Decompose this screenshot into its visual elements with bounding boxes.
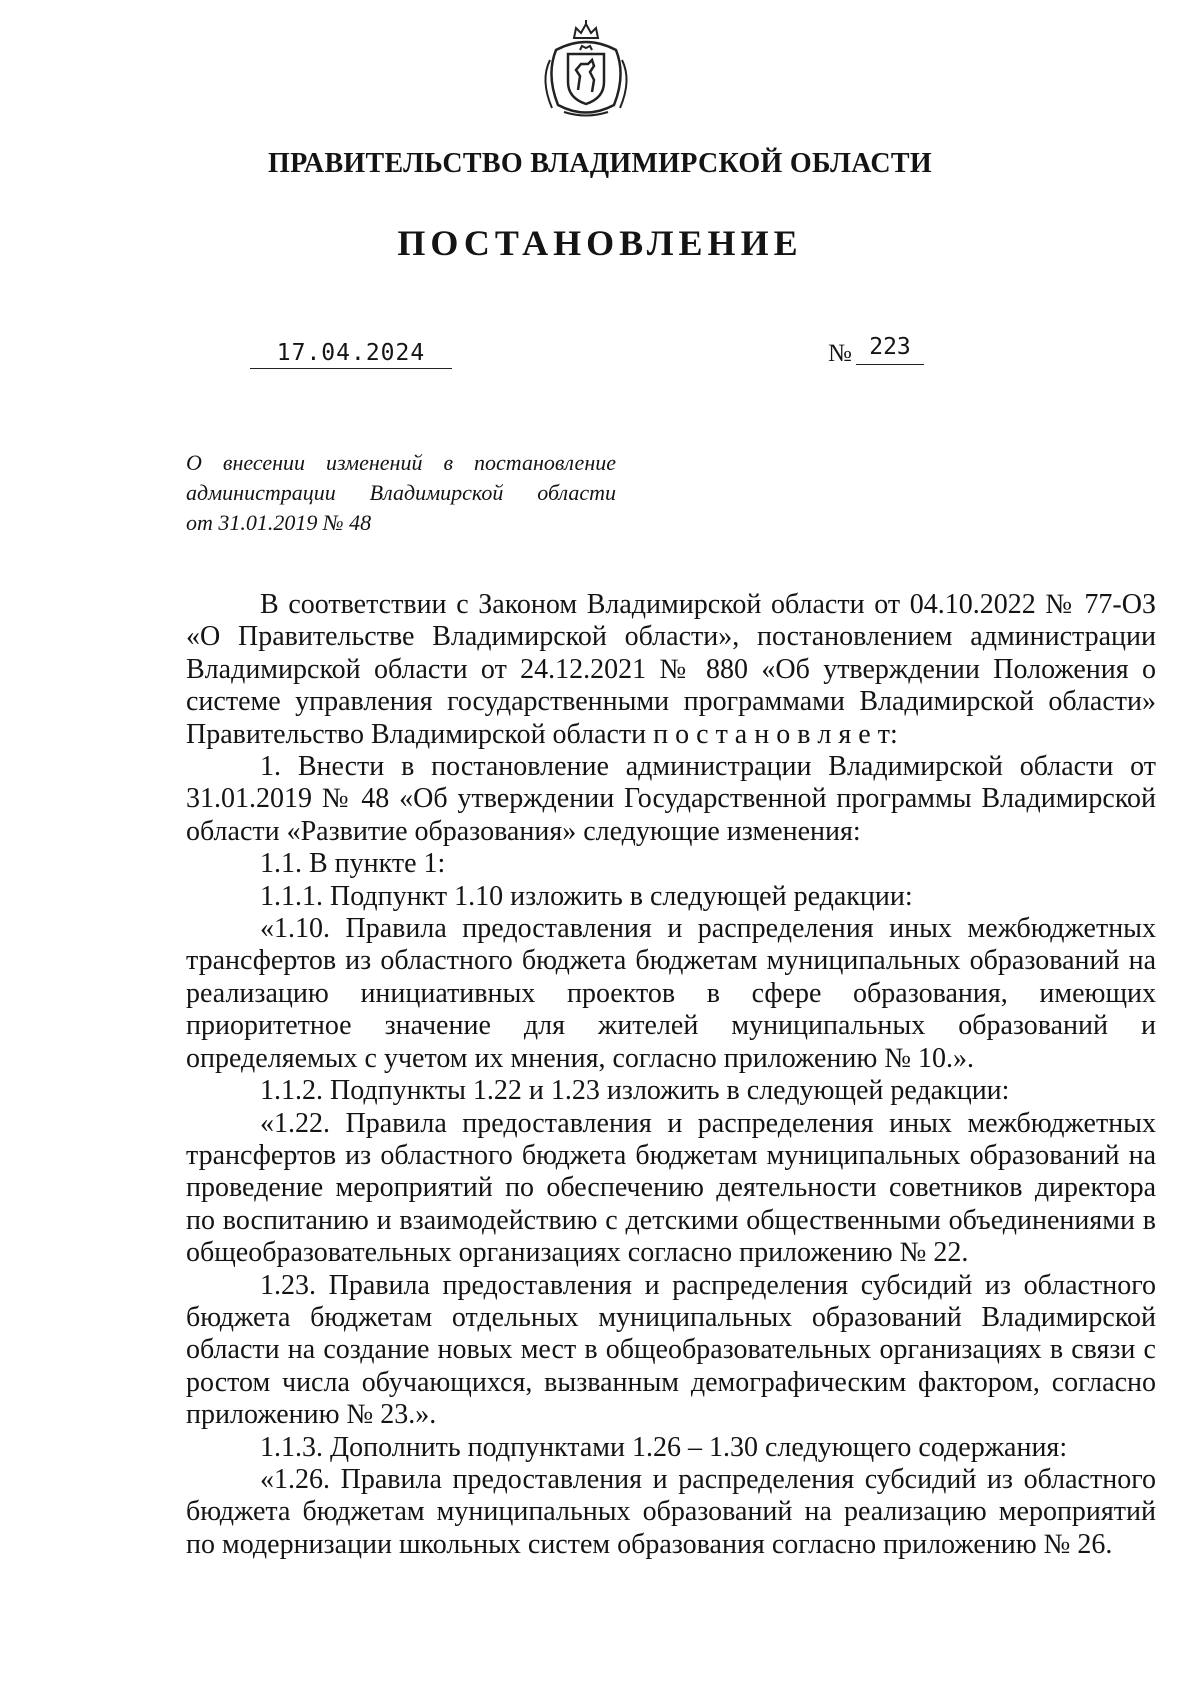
body-paragraph: 1.1.3. Дополнить подпунктами 1.26 – 1.30 следующего содержания:	[260, 1431, 1068, 1463]
subject-line: О внесении изменений в постановление	[186, 450, 616, 475]
body-paragraph: В соответствии с Законом Владимирской области от 04.10.2022 № 77-ОЗ «О Правительстве Владимирской области», постановлением администрации Владимирской области от 24.12.2021 № 880 «Об утверждении Положения о системе управления государственными программами Владимирской области» Правительство Владимирской области п о с т а н о в л я е т:	[186, 589, 1156, 750]
body-paragraph: 1.23. Правила предоставления и распределения субсидий из областного бюджета бюджетам отдельных муниципальных образований Владимирской области на создание новых мест в общеобразовательных организациях в связи с ростом числа обучающихся, вызванным демографическим фактором, согласно приложению № 23.».	[186, 1269, 1156, 1431]
number-sign: №	[828, 340, 852, 367]
body-paragraph: 1.1.1. Подпункт 1.10 изложить в следующей редакции:	[260, 880, 913, 912]
document-subject	[186, 448, 616, 538]
document-date: 17.04.2024	[250, 340, 452, 369]
document-number: 223	[856, 334, 924, 365]
body-paragraph: «1.26. Правила предоставления и распределения субсидий из областного бюджета бюджетам муниципальных образований на реализацию мероприятий по модернизации школьных систем образования согласно приложению № 26.	[186, 1463, 1156, 1560]
body-paragraph: «1.10. Правила предоставления и распределения иных межбюджетных трансфертов из областного бюджета бюджетам муниципальных образований на реализацию инициативных проектов в сфере образования, имеющих приоритетное значение для жителей муниципальных образований и определяемых с учетом их мнения, согласно приложению № 10.».	[186, 913, 1156, 1074]
coat-of-arms-emblem	[536, 20, 636, 120]
organization-title: ПРАВИТЕЛЬСТВО ВЛАДИМИРСКОЙ ОБЛАСТИ	[268, 148, 932, 179]
subject-line: администрации Владимирской области	[186, 480, 616, 505]
subject-line: от 31.01.2019 № 48	[186, 510, 372, 535]
body-paragraph: 1.1.2. Подпункты 1.22 и 1.23 изложить в следующей редакции:	[260, 1075, 1010, 1107]
document-body	[186, 589, 1156, 1561]
body-paragraph: 1. Внести в постановление администрации Владимирской области от 31.01.2019 № 48 «Об утверждении Государственной программы Владимирской области «Развитие образования» следующие изменения:	[186, 751, 1156, 847]
document-type-title: ПОСТАНОВЛЕНИЕ	[397, 223, 803, 263]
body-paragraph: «1.22. Правила предоставления и распределения иных межбюджетных трансфертов из областного бюджета бюджетам муниципальных образований на проведение мероприятий по обеспечению деятельности советников директора по воспитанию и взаимодействию с детскими общественными объединениями в общеобразовательных организациях согласно приложению № 22.	[186, 1107, 1156, 1269]
body-paragraph: 1.1. В пункте 1:	[260, 848, 446, 880]
